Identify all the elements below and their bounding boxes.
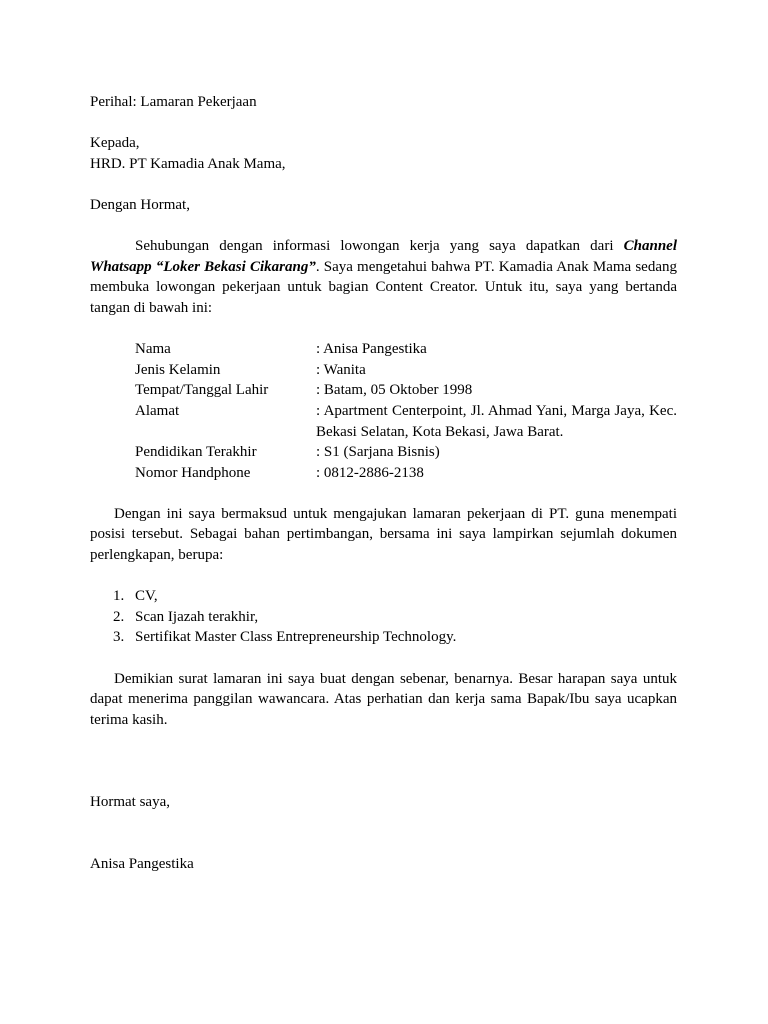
valediction: Hormat saya,: [90, 794, 170, 811]
intro-paragraph: [90, 236, 677, 318]
applicant-value: : Batam, 05 Oktober 1998: [316, 382, 473, 399]
applicant-row-education: [135, 442, 677, 463]
signature-name: Anisa Pangestika: [90, 855, 194, 872]
applicant-label: Pendidikan Terakhir: [135, 444, 257, 461]
intro-text-1: Sehubungan dengan informasi lowongan kerja yang saya dapatkan dari: [135, 238, 624, 255]
applicant-label: Alamat: [135, 402, 180, 419]
applicant-label: Tempat/Tanggal Lahir: [135, 382, 269, 399]
applicant-row-gender: [135, 360, 677, 381]
body-paragraph: Dengan ini saya bermaksud untuk mengajukan lamaran pekerjaan di PT. guna menempati posisi tersebut. Sebagai bahan pertimbangan, bersama ini saya lampirkan sejumlah dokumen perlengkapan, berupa:: [90, 505, 677, 564]
list-text: CV,: [135, 588, 158, 605]
applicant-details: [135, 339, 677, 483]
list-number: 3.: [113, 629, 125, 646]
list-text: Sertifikat Master Class Entrepreneurship Technology.: [135, 629, 457, 646]
applicant-value: : Wanita: [316, 361, 366, 378]
closing-paragraph: Demikian surat lamaran ini saya buat dengan sebenar, benarnya. Besar harapan saya untuk dapat menerima panggilan wawancara. Atas perhatian dan kerja sama Bapak/Ibu saya ucapkan terima kasih.: [90, 670, 677, 728]
list-item: [90, 627, 677, 648]
letter-page: [90, 92, 677, 875]
intro-text-2: . Saya mengetahui bahwa PT. Kamadia Anak Mama sedang membuka lowongan pekerjaan untuk bagian Content Creator. Untuk itu, saya yang bertanda tangan di bawah ini:: [90, 258, 677, 316]
applicant-value: : Anisa Pangestika: [316, 341, 427, 358]
intro-source-channel: Channel Whatsapp “Loker Bekasi Cikarang”: [90, 238, 677, 275]
applicant-value: : Apartment Centerpoint, Jl. Ahmad Yani, Marga Jaya, Kec. Bekasi Selatan, Kota Bekasi, Jawa Barat.: [316, 402, 677, 440]
applicant-label: Nama: [135, 341, 171, 358]
applicant-value: : S1 (Sarjana Bisnis): [316, 444, 440, 461]
list-item: [90, 607, 677, 628]
applicant-row-name: [135, 339, 677, 360]
applicant-row-address: [135, 401, 677, 442]
recipient-name: HRD. PT Kamadia Anak Mama,: [90, 155, 286, 172]
applicant-label: Jenis Kelamin: [135, 361, 221, 378]
list-text: Scan Ijazah terakhir,: [135, 608, 259, 625]
recipient-label: Kepada,: [90, 135, 140, 152]
greeting: Dengan Hormat,: [90, 196, 190, 213]
letter-subject: Perihal: Lamaran Pekerjaan: [90, 94, 257, 110]
applicant-row-birth: [135, 380, 677, 401]
list-number: 2.: [113, 608, 125, 625]
list-item: [90, 586, 677, 607]
applicant-label: Nomor Handphone: [135, 464, 251, 481]
applicant-row-phone: [135, 463, 677, 484]
applicant-value: : 0812-2886-2138: [316, 464, 424, 481]
attachment-list: [90, 586, 677, 648]
list-number: 1.: [113, 588, 125, 605]
